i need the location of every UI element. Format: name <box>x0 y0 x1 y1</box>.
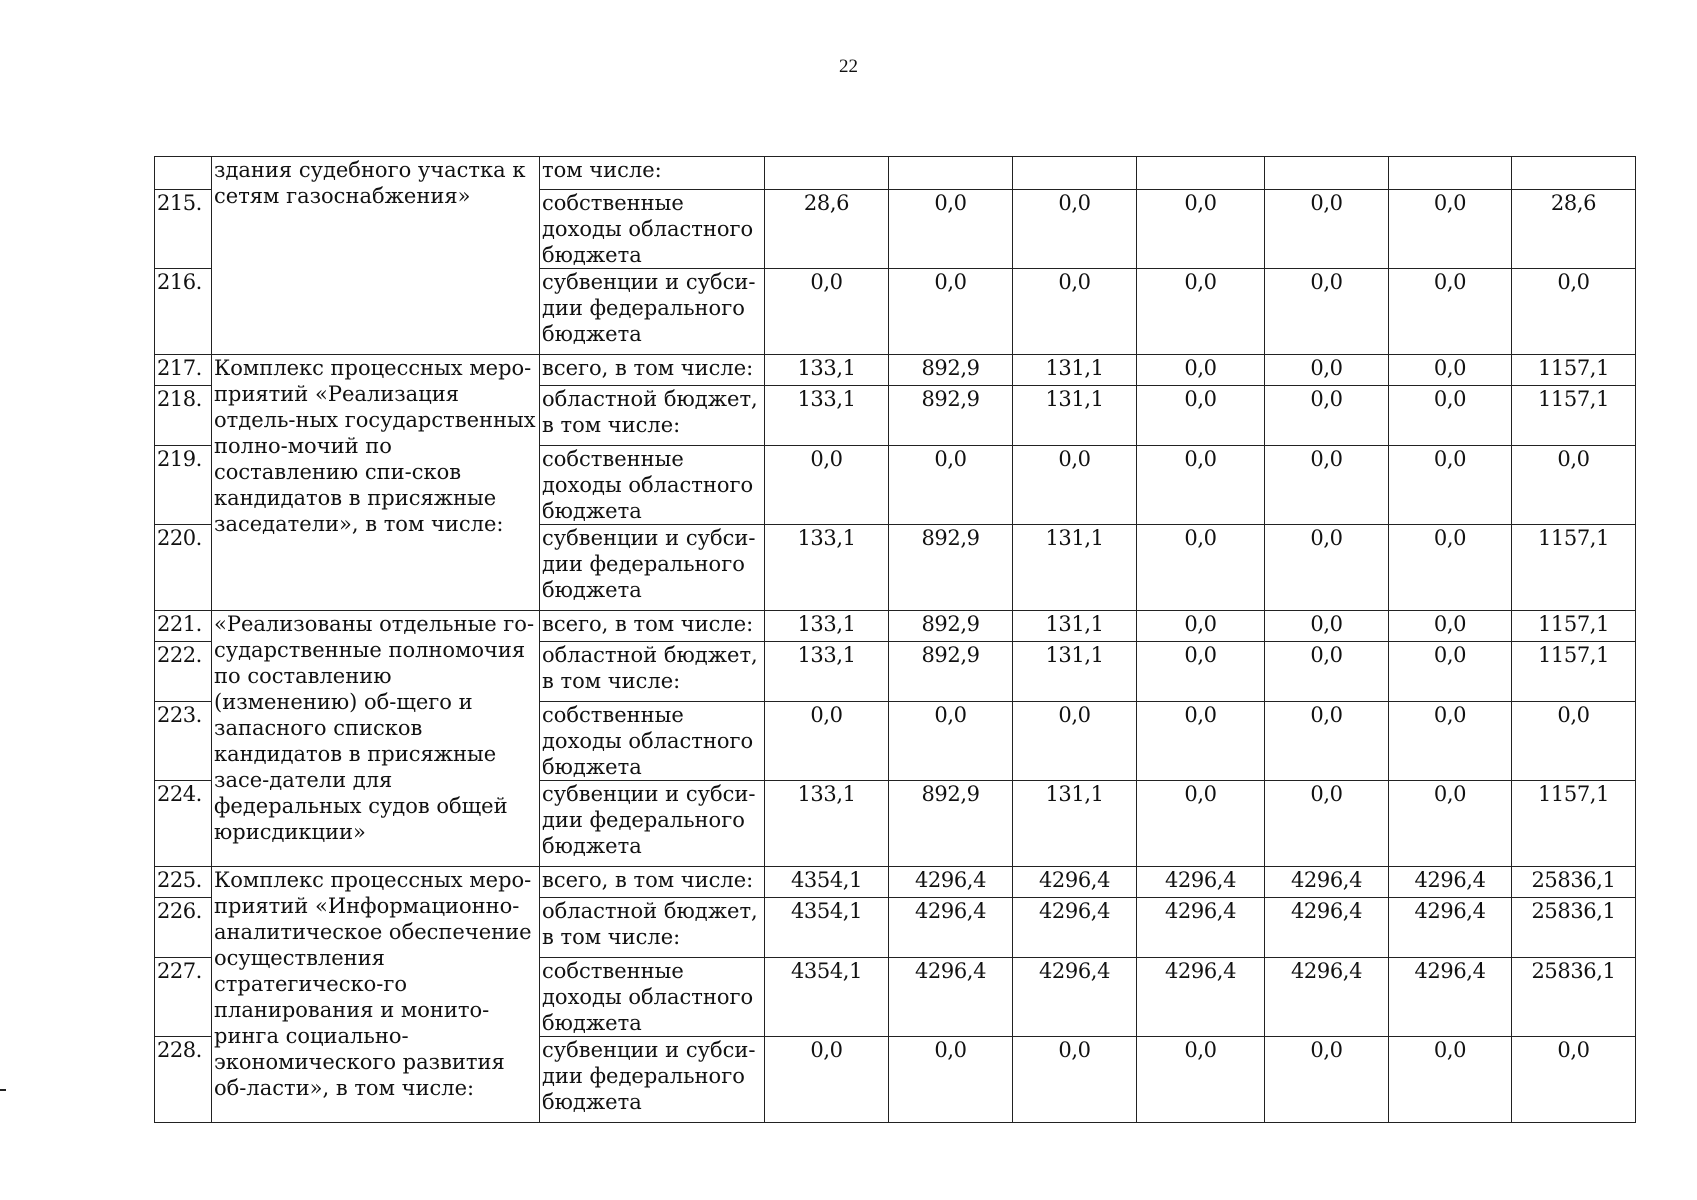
amount-cell: 892,9 <box>889 781 1013 867</box>
amount-cell: 4296,4 <box>889 898 1013 958</box>
amount-cell: 0,0 <box>1512 702 1636 781</box>
table-row <box>155 611 1636 642</box>
amount-cell <box>1013 157 1137 190</box>
amount-cell: 1157,1 <box>1512 525 1636 611</box>
funding-source: всего, в том числе: <box>540 355 765 386</box>
amount-cell: 0,0 <box>1389 269 1512 355</box>
funding-source: областной бюджет, в том числе: <box>540 386 765 446</box>
amount-cell: 131,1 <box>1013 525 1137 611</box>
amount-cell: 0,0 <box>889 269 1013 355</box>
amount-cell: 0,0 <box>765 446 889 525</box>
amount-cell: 133,1 <box>765 642 889 702</box>
table-row <box>155 355 1636 386</box>
amount-cell: 0,0 <box>1265 781 1389 867</box>
amount-cell: 4354,1 <box>765 898 889 958</box>
amount-cell: 0,0 <box>1389 190 1512 269</box>
amount-cell: 0,0 <box>889 1037 1013 1123</box>
amount-cell: 0,0 <box>1265 269 1389 355</box>
amount-cell: 4296,4 <box>1013 958 1137 1037</box>
amount-cell: 0,0 <box>1265 525 1389 611</box>
amount-cell: 892,9 <box>889 642 1013 702</box>
amount-cell: 0,0 <box>1137 190 1265 269</box>
amount-cell: 1157,1 <box>1512 355 1636 386</box>
amount-cell: 0,0 <box>1389 446 1512 525</box>
funding-source: субвенции и субси-дии федерального бюджета <box>540 781 765 867</box>
amount-cell: 0,0 <box>1512 446 1636 525</box>
funding-source: собственные доходы областного бюджета <box>540 190 765 269</box>
amount-cell: 0,0 <box>1389 702 1512 781</box>
row-number: 222. <box>155 642 212 702</box>
amount-cell: 0,0 <box>1265 355 1389 386</box>
margin-mark <box>0 1089 6 1091</box>
page-number: 22 <box>839 56 858 77</box>
amount-cell: 0,0 <box>1389 642 1512 702</box>
amount-cell: 0,0 <box>1512 269 1636 355</box>
amount-cell: 0,0 <box>1265 386 1389 446</box>
amount-cell: 0,0 <box>1137 781 1265 867</box>
amount-cell: 28,6 <box>765 190 889 269</box>
amount-cell: 28,6 <box>1512 190 1636 269</box>
amount-cell <box>765 157 889 190</box>
funding-source: субвенции и субси-дии федерального бюджета <box>540 525 765 611</box>
funding-source: том числе: <box>540 157 765 190</box>
amount-cell: 4354,1 <box>765 958 889 1037</box>
amount-cell: 0,0 <box>1013 1037 1137 1123</box>
row-number: 218. <box>155 386 212 446</box>
amount-cell: 0,0 <box>765 269 889 355</box>
amount-cell: 4296,4 <box>889 958 1013 1037</box>
amount-cell: 4296,4 <box>1013 867 1137 898</box>
amount-cell: 131,1 <box>1013 355 1137 386</box>
amount-cell: 0,0 <box>889 702 1013 781</box>
amount-cell: 0,0 <box>1137 269 1265 355</box>
amount-cell: 0,0 <box>889 190 1013 269</box>
amount-cell <box>1137 157 1265 190</box>
measure-description: Комплекс процессных меро-приятий «Реализация отдель-ных государственных полно-мочий по составлению спи-сков кандидатов в присяжные заседатели», в том числе: <box>212 355 540 611</box>
amount-cell: 0,0 <box>1265 702 1389 781</box>
row-number: 217. <box>155 355 212 386</box>
amount-cell: 25836,1 <box>1512 898 1636 958</box>
amount-cell: 131,1 <box>1013 781 1137 867</box>
amount-cell: 131,1 <box>1013 611 1137 642</box>
row-number: 215. <box>155 190 212 269</box>
amount-cell: 0,0 <box>1512 1037 1636 1123</box>
table-body <box>155 157 1636 1123</box>
amount-cell: 4296,4 <box>1389 867 1512 898</box>
amount-cell: 4296,4 <box>889 867 1013 898</box>
amount-cell: 1157,1 <box>1512 781 1636 867</box>
table-row <box>155 867 1636 898</box>
amount-cell: 0,0 <box>1137 611 1265 642</box>
row-number <box>155 157 212 190</box>
amount-cell: 4296,4 <box>1265 867 1389 898</box>
row-number: 223. <box>155 702 212 781</box>
amount-cell: 0,0 <box>1137 702 1265 781</box>
amount-cell: 4296,4 <box>1137 898 1265 958</box>
row-number: 220. <box>155 525 212 611</box>
amount-cell: 25836,1 <box>1512 958 1636 1037</box>
amount-cell: 4296,4 <box>1265 898 1389 958</box>
amount-cell: 4354,1 <box>765 867 889 898</box>
amount-cell: 4296,4 <box>1389 898 1512 958</box>
amount-cell: 133,1 <box>765 355 889 386</box>
amount-cell: 4296,4 <box>1137 867 1265 898</box>
amount-cell: 133,1 <box>765 611 889 642</box>
amount-cell: 892,9 <box>889 525 1013 611</box>
row-number: 216. <box>155 269 212 355</box>
amount-cell: 0,0 <box>1389 386 1512 446</box>
amount-cell <box>1265 157 1389 190</box>
amount-cell: 0,0 <box>1137 1037 1265 1123</box>
amount-cell: 0,0 <box>1265 190 1389 269</box>
amount-cell: 892,9 <box>889 386 1013 446</box>
amount-cell: 0,0 <box>1137 355 1265 386</box>
amount-cell: 4296,4 <box>1013 898 1137 958</box>
funding-source: собственные доходы областного бюджета <box>540 958 765 1037</box>
amount-cell <box>889 157 1013 190</box>
amount-cell: 0,0 <box>765 702 889 781</box>
amount-cell: 0,0 <box>1013 446 1137 525</box>
table-row <box>155 157 1636 190</box>
row-number: 226. <box>155 898 212 958</box>
amount-cell: 133,1 <box>765 386 889 446</box>
measure-description: «Реализованы отдельные го-сударственные полномочия по составлению (изменению) об-щего и запасного списков кандидатов в присяжные засе-датели для федеральных судов общей юрисдикции» <box>212 611 540 867</box>
row-number: 228. <box>155 1037 212 1123</box>
amount-cell: 4296,4 <box>1137 958 1265 1037</box>
amount-cell: 0,0 <box>1389 525 1512 611</box>
amount-cell: 0,0 <box>1265 611 1389 642</box>
amount-cell: 0,0 <box>1389 781 1512 867</box>
funding-source: областной бюджет, в том числе: <box>540 898 765 958</box>
amount-cell: 0,0 <box>1137 446 1265 525</box>
row-number: 219. <box>155 446 212 525</box>
amount-cell: 0,0 <box>1265 446 1389 525</box>
amount-cell: 0,0 <box>1013 190 1137 269</box>
amount-cell: 1157,1 <box>1512 386 1636 446</box>
amount-cell: 25836,1 <box>1512 867 1636 898</box>
amount-cell: 892,9 <box>889 611 1013 642</box>
amount-cell: 4296,4 <box>1265 958 1389 1037</box>
amount-cell <box>1512 157 1636 190</box>
amount-cell: 0,0 <box>1137 386 1265 446</box>
amount-cell: 892,9 <box>889 355 1013 386</box>
funding-source: всего, в том числе: <box>540 611 765 642</box>
funding-source: субвенции и субси-дии федерального бюджета <box>540 269 765 355</box>
amount-cell: 0,0 <box>1389 355 1512 386</box>
amount-cell: 0,0 <box>1013 269 1137 355</box>
amount-cell: 0,0 <box>1265 1037 1389 1123</box>
funding-source: всего, в том числе: <box>540 867 765 898</box>
row-number: 224. <box>155 781 212 867</box>
budget-table <box>154 156 1636 1123</box>
amount-cell: 0,0 <box>1137 525 1265 611</box>
funding-source: субвенции и субси-дии федерального бюджета <box>540 1037 765 1123</box>
funding-source: областной бюджет, в том числе: <box>540 642 765 702</box>
amount-cell: 133,1 <box>765 525 889 611</box>
amount-cell: 131,1 <box>1013 386 1137 446</box>
amount-cell: 0,0 <box>1013 702 1137 781</box>
amount-cell: 133,1 <box>765 781 889 867</box>
amount-cell: 0,0 <box>889 446 1013 525</box>
funding-source: собственные доходы областного бюджета <box>540 702 765 781</box>
amount-cell: 4296,4 <box>1389 958 1512 1037</box>
amount-cell: 0,0 <box>765 1037 889 1123</box>
row-number: 227. <box>155 958 212 1037</box>
amount-cell: 1157,1 <box>1512 642 1636 702</box>
amount-cell <box>1389 157 1512 190</box>
amount-cell: 0,0 <box>1389 1037 1512 1123</box>
funding-source: собственные доходы областного бюджета <box>540 446 765 525</box>
row-number: 221. <box>155 611 212 642</box>
amount-cell: 0,0 <box>1389 611 1512 642</box>
amount-cell: 1157,1 <box>1512 611 1636 642</box>
amount-cell: 131,1 <box>1013 642 1137 702</box>
measure-description: Комплекс процессных меро-приятий «Информационно-аналитическое обеспечение осуществления стратегическо-го планирования и монито-ринга социально-экономического развития об-ласти», в том числе: <box>212 867 540 1123</box>
amount-cell: 0,0 <box>1265 642 1389 702</box>
measure-description: здания судебного участка к сетям газоснабжения» <box>212 157 540 355</box>
row-number: 225. <box>155 867 212 898</box>
amount-cell: 0,0 <box>1137 642 1265 702</box>
